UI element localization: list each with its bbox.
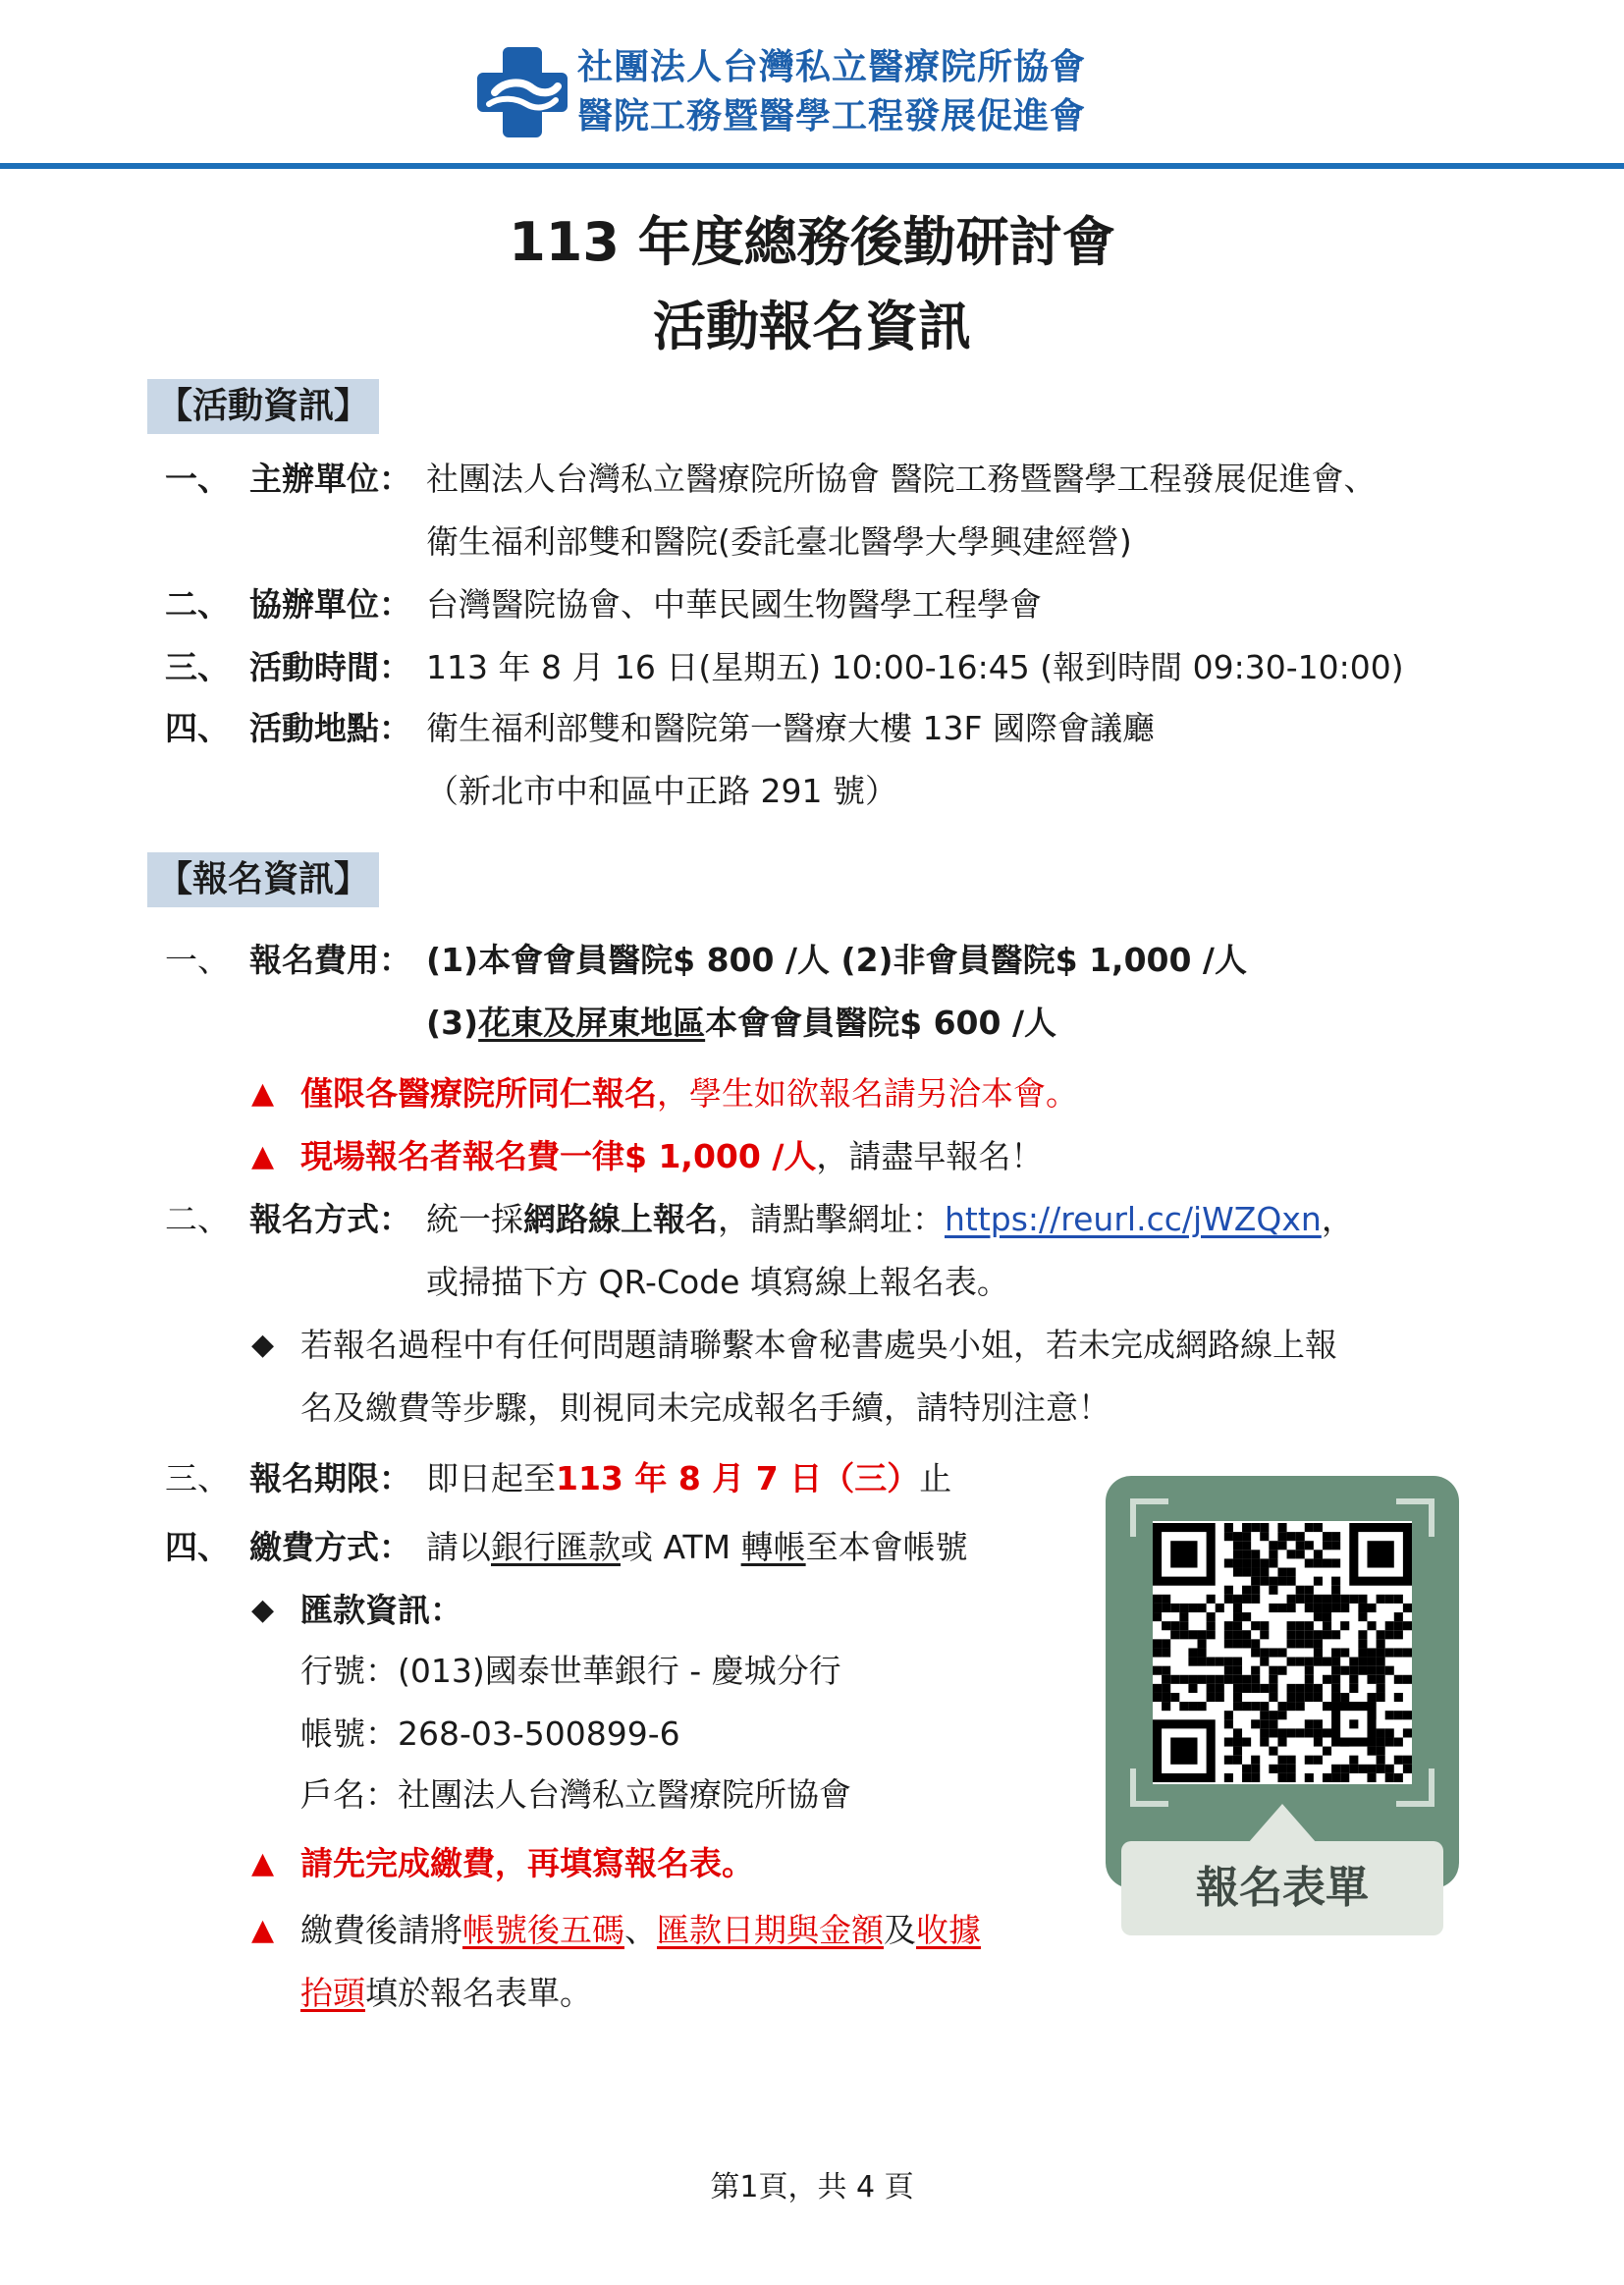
item-number: 一、 [165, 460, 230, 498]
payment-note-2-c: 及 [884, 1911, 916, 1949]
item-label: 協辦單位： [249, 585, 411, 624]
fee-line-2-underlined: 花東及屏東地區 [478, 1004, 706, 1042]
header-divider [0, 163, 1624, 169]
registration-item-fee [0, 939, 1624, 1155]
item-label: 報名期限： [249, 1459, 411, 1497]
item-value: 衛生福利部雙和醫院(委託臺北醫學大學興建經營) [426, 522, 1132, 561]
item-value: 台灣醫院協會、中華民國生物醫學工程學會 [426, 585, 1042, 624]
item-label: 活動地點： [249, 709, 411, 747]
section-heading-activity: 【活動資訊】 [147, 379, 379, 434]
item-number: 一、 [165, 941, 230, 979]
diamond-bullet-icon: ◆ [251, 1593, 275, 1627]
activity-item-venue [0, 707, 1624, 815]
warning-triangle-icon: ▲ [251, 1913, 275, 1947]
method-line-1 [426, 1198, 1354, 1241]
registration-url-link[interactable]: https://reurl.cc/jWZQxn [945, 1200, 1322, 1238]
warning-triangle-icon: ▲ [251, 1846, 275, 1880]
item-value: 衛生福利部雙和醫院第一醫療大樓 13F 國際會議廳 [426, 709, 1155, 747]
org-line-1: 社團法人台灣私立醫療院所協會 [577, 47, 1087, 87]
item-number: 四、 [165, 709, 230, 747]
payment-line-a: 請以 [426, 1528, 491, 1566]
qr-label-pointer [1248, 1804, 1317, 1843]
payment-note-2-ul3a: 收據 [916, 1911, 981, 1949]
method-line-1-b: ，請點擊網址： [718, 1200, 945, 1238]
payment-note-2 [0, 1909, 1080, 2017]
fee-note-2-text [300, 1135, 1043, 1178]
item-number: 四、 [165, 1528, 230, 1566]
diamond-bullet-icon: ◆ [251, 1328, 275, 1362]
remit-bank-text: 行號：(013)國泰世華銀行 - 慶城分行 [300, 1652, 841, 1690]
qr-code-card[interactable] [1106, 1476, 1459, 1935]
payment-method-line [426, 1526, 968, 1569]
payment-note-1-text: 請先完成繳費，再填寫報名表。 [300, 1844, 754, 1882]
method-line-1-a: 統一採 [426, 1200, 523, 1238]
activity-item-organizer [0, 458, 1624, 561]
item-label: 報名方式： [249, 1200, 411, 1238]
fee-line-2-suffix: 本會會員醫院$ 600 /人 [705, 1004, 1057, 1042]
fee-line-2 [426, 1002, 1056, 1045]
qr-code-icon[interactable] [1153, 1521, 1412, 1784]
org-name [577, 43, 1086, 141]
payment-line-ul1: 銀行匯款 [491, 1528, 621, 1566]
payment-note-2-ul3b: 抬頭 [300, 1974, 365, 2012]
fee-note-1-rest: ，學生如欲報名請另洽本會。 [657, 1074, 1078, 1113]
payment-note-2-line-2 [300, 1972, 592, 2015]
fee-line-2-prefix: (3) [426, 1004, 479, 1042]
item-value: （新北市中和區中正路 291 號） [426, 772, 897, 810]
deadline-prefix: 即日起至 [426, 1459, 556, 1497]
qr-code-area [1153, 1521, 1412, 1784]
method-note-line-2: 名及繳費等步驟，則視同未完成報名手續，請特別注意！ [300, 1388, 1110, 1427]
registration-item-method [0, 1198, 1624, 1306]
section-heading-registration: 【報名資訊】 [147, 852, 379, 907]
item-number: 二、 [165, 585, 230, 624]
page-subtitle: 活動報名資訊 [653, 296, 971, 357]
item-number: 三、 [165, 1459, 230, 1497]
page-number: 第1頁，共 4 頁 [710, 2170, 914, 2204]
method-line-1-c: ， [1321, 1200, 1354, 1238]
fee-line-1: (1)本會會員醫院$ 800 /人 (2)非會員醫院$ 1,000 /人 [426, 941, 1247, 979]
remit-info-title: 匯款資訊： [300, 1591, 462, 1629]
payment-line-b: 或 ATM [621, 1528, 741, 1566]
deadline-value [426, 1457, 951, 1500]
qr-form-label[interactable]: 報名表單 [1121, 1841, 1443, 1935]
item-label: 報名費用： [249, 941, 411, 979]
deadline-date: 113 年 8 月 7 日（三） [556, 1459, 920, 1497]
warning-triangle-icon: ▲ [251, 1076, 275, 1111]
item-label: 活動時間： [249, 648, 411, 686]
org-line-2: 醫院工務暨醫學工程發展促進會 [577, 96, 1087, 136]
fee-note-2-rest: ，請盡早報名！ [816, 1137, 1044, 1175]
method-note [0, 1324, 1624, 1432]
payment-note-2-a: 繳費後請將 [300, 1911, 462, 1949]
method-note-line-1: 若報名過程中有任何問題請聯繫本會秘書處吳小姐，若未完成網路線上報 [300, 1326, 1337, 1364]
method-line-1-bold: 網路線上報名 [523, 1200, 718, 1238]
deadline-suffix: 止 [919, 1459, 952, 1497]
fee-note-1-bold: 僅限各醫療院所同仁報名 [300, 1074, 657, 1113]
page-title: 113 年度總務後勤研討會 [509, 211, 1115, 273]
item-value: 113 年 8 月 16 日(星期五) 10:00-16:45 (報到時間 09:30-10:00) [426, 648, 1404, 686]
item-label: 主辦單位： [249, 460, 411, 498]
warning-triangle-icon: ▲ [251, 1139, 275, 1173]
payment-line-c: 至本會帳號 [805, 1528, 968, 1566]
item-value: 社團法人台灣私立醫療院所協會 醫院工務暨醫學工程發展促進會、 [426, 460, 1377, 498]
page-header [0, 0, 1624, 169]
fee-note-2-bold: 現場報名者報名費一律$ 1,000 /人 [300, 1137, 817, 1175]
medical-cross-logo-icon [475, 45, 569, 139]
payment-note-2-d: 填於報名表單。 [365, 1974, 592, 2012]
method-line-2: 或掃描下方 QR-Code 填寫線上報名表。 [426, 1263, 1009, 1301]
fee-note-1-text [300, 1072, 1078, 1115]
payment-note-2-b: 、 [624, 1911, 657, 1949]
payment-note-2-line-1 [300, 1909, 981, 1952]
payment-line-ul2: 轉帳 [740, 1528, 806, 1566]
item-number: 三、 [165, 648, 230, 686]
payment-note-2-ul1: 帳號後五碼 [462, 1911, 624, 1949]
payment-note-2-ul2: 匯款日期與金額 [657, 1911, 884, 1949]
item-number: 二、 [165, 1200, 230, 1238]
remit-account-text: 帳號：268-03-500899-6 [300, 1714, 680, 1753]
remit-account-name-text: 戶名：社團法人台灣私立醫療院所協會 [300, 1775, 851, 1814]
item-label: 繳費方式： [249, 1528, 411, 1566]
